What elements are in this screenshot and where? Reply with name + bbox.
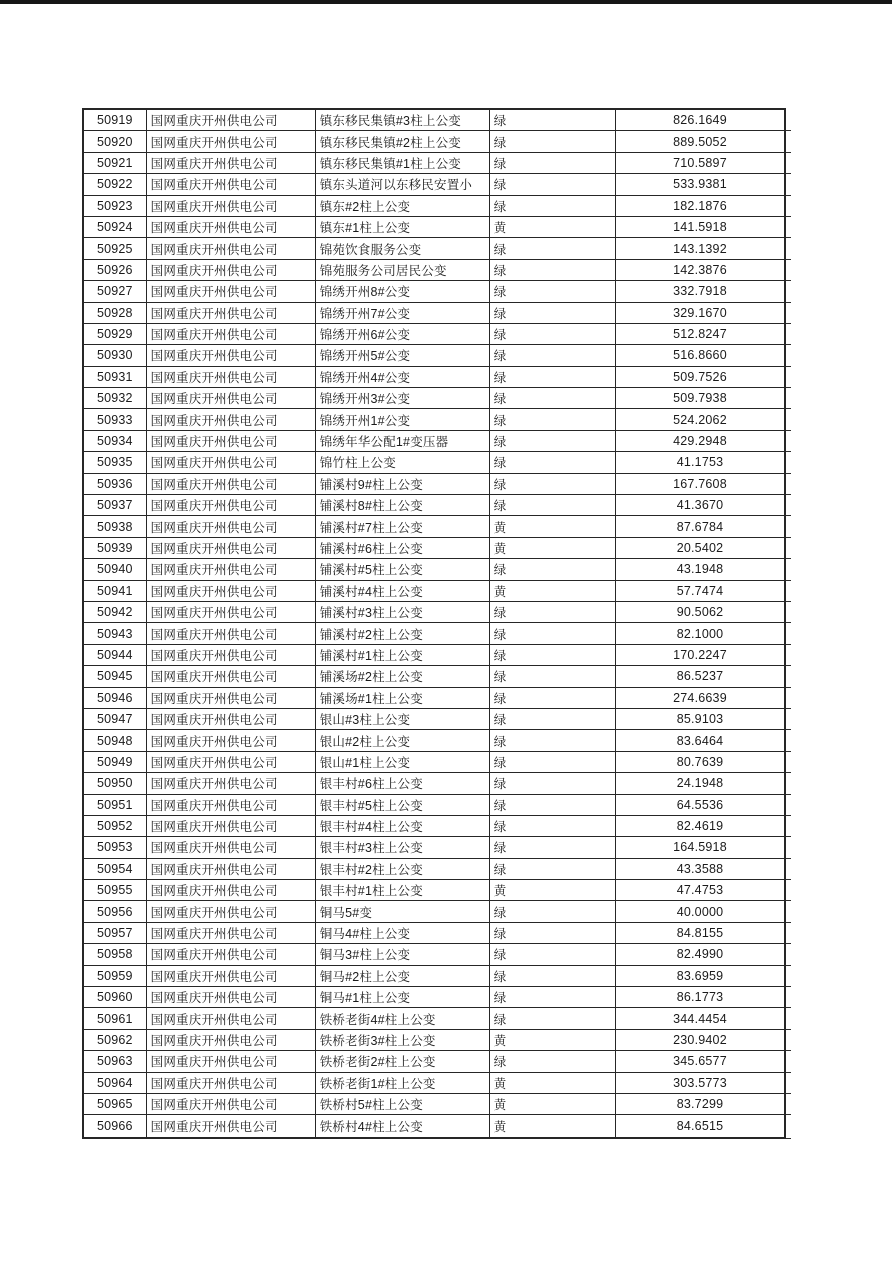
cell-transformer-name: 锦绣开州8#公变 xyxy=(316,281,490,301)
cell-status: 绿 xyxy=(490,966,616,986)
table-row xyxy=(84,581,784,602)
cell-row-id: 50933 xyxy=(84,409,147,429)
cell-company: 国网重庆开州供电公司 xyxy=(147,110,316,130)
table-row xyxy=(84,709,784,730)
cell-transformer-name: 镇东移民集镇#3柱上公变 xyxy=(316,110,490,130)
cell-status: 绿 xyxy=(490,495,616,515)
cell-status: 绿 xyxy=(490,752,616,772)
data-table xyxy=(82,108,786,1139)
cell-value: 143.1392 xyxy=(673,241,727,256)
cell-value: 345.6577 xyxy=(673,1054,727,1069)
cell-company: 国网重庆开州供电公司 xyxy=(147,538,316,558)
cell-transformer-name: 铁桥村4#柱上公变 xyxy=(316,1115,490,1136)
cell-status: 黄 xyxy=(490,1115,616,1136)
cell-value: 826.1649 xyxy=(673,113,727,128)
cell-status: 绿 xyxy=(490,987,616,1007)
table-row xyxy=(84,110,784,131)
cell-row-id: 50952 xyxy=(84,816,147,836)
cell-company: 国网重庆开州供电公司 xyxy=(147,131,316,151)
table-row xyxy=(84,131,784,152)
cell-value: 83.6464 xyxy=(676,733,724,748)
cell-transformer-name: 铜马#1柱上公变 xyxy=(316,987,490,1007)
cell-transformer-name: 铺溪村#5柱上公变 xyxy=(316,559,490,579)
cell-value: 85.9103 xyxy=(676,712,724,727)
cell-row-id: 50938 xyxy=(84,516,147,536)
cell-status: 黄 xyxy=(490,581,616,601)
cell-status: 绿 xyxy=(490,367,616,387)
cell-transformer-name: 铁桥老街1#柱上公变 xyxy=(316,1073,490,1093)
cell-company: 国网重庆开州供电公司 xyxy=(147,174,316,194)
cell-transformer-name: 铺溪村9#柱上公变 xyxy=(316,474,490,494)
cell-value: 509.7938 xyxy=(673,391,727,406)
cell-transformer-name: 银丰村#6柱上公变 xyxy=(316,773,490,793)
cell-row-id: 50931 xyxy=(84,367,147,387)
cell-transformer-name: 铺溪村#3柱上公变 xyxy=(316,602,490,622)
cell-company: 国网重庆开州供电公司 xyxy=(147,474,316,494)
cell-row-id: 50959 xyxy=(84,966,147,986)
cell-status: 绿 xyxy=(490,559,616,579)
table-row xyxy=(84,1073,784,1094)
cell-company: 国网重庆开州供电公司 xyxy=(147,623,316,643)
cell-status: 绿 xyxy=(490,666,616,686)
cell-status: 绿 xyxy=(490,623,616,643)
table-row xyxy=(84,431,784,452)
cell-value: 167.7608 xyxy=(673,476,727,491)
cell-value: 332.7918 xyxy=(673,284,727,299)
cell-value: 84.6515 xyxy=(676,1119,724,1134)
cell-company: 国网重庆开州供电公司 xyxy=(147,516,316,536)
cell-status: 绿 xyxy=(490,1051,616,1071)
table-row xyxy=(84,816,784,837)
cell-status: 绿 xyxy=(490,260,616,280)
cell-company: 国网重庆开州供电公司 xyxy=(147,752,316,772)
table-row xyxy=(84,1008,784,1029)
cell-transformer-name: 铺溪村#2柱上公变 xyxy=(316,623,490,643)
cell-row-id: 50923 xyxy=(84,196,147,216)
cell-transformer-name: 锦绣开州5#公变 xyxy=(316,345,490,365)
table-row xyxy=(84,388,784,409)
table-row xyxy=(84,324,784,345)
table-row xyxy=(84,174,784,195)
cell-company: 国网重庆开州供电公司 xyxy=(147,238,316,258)
cell-company: 国网重庆开州供电公司 xyxy=(147,452,316,472)
cell-company: 国网重庆开州供电公司 xyxy=(147,901,316,921)
cell-transformer-name: 铁桥老街3#柱上公变 xyxy=(316,1030,490,1050)
cell-row-id: 50926 xyxy=(84,260,147,280)
cell-value: 182.1876 xyxy=(673,198,727,213)
cell-row-id: 50945 xyxy=(84,666,147,686)
cell-status: 绿 xyxy=(490,602,616,622)
cell-company: 国网重庆开州供电公司 xyxy=(147,1115,316,1136)
cell-status: 黄 xyxy=(490,1030,616,1050)
table-row xyxy=(84,1115,784,1136)
cell-value: 512.8247 xyxy=(673,327,727,342)
cell-transformer-name: 镇东头道河以东移民安置小 xyxy=(316,174,490,194)
cell-row-id: 50946 xyxy=(84,688,147,708)
cell-transformer-name: 铜马4#柱上公变 xyxy=(316,923,490,943)
cell-status: 绿 xyxy=(490,923,616,943)
cell-transformer-name: 银山#3柱上公变 xyxy=(316,709,490,729)
cell-status: 绿 xyxy=(490,303,616,323)
cell-transformer-name: 镇东#1柱上公变 xyxy=(316,217,490,237)
cell-status: 绿 xyxy=(490,452,616,472)
cell-row-id: 50919 xyxy=(84,110,147,130)
cell-company: 国网重庆开州供电公司 xyxy=(147,773,316,793)
cell-company: 国网重庆开州供电公司 xyxy=(147,944,316,964)
cell-status: 绿 xyxy=(490,474,616,494)
cell-row-id: 50949 xyxy=(84,752,147,772)
cell-transformer-name: 银山#1柱上公变 xyxy=(316,752,490,772)
table-row xyxy=(84,516,784,537)
table-row xyxy=(84,688,784,709)
cell-transformer-name: 锦绣开州1#公变 xyxy=(316,409,490,429)
cell-company: 国网重庆开州供电公司 xyxy=(147,880,316,900)
cell-row-id: 50922 xyxy=(84,174,147,194)
cell-row-id: 50937 xyxy=(84,495,147,515)
cell-transformer-name: 铺溪村#6柱上公变 xyxy=(316,538,490,558)
cell-status: 绿 xyxy=(490,816,616,836)
cell-company: 国网重庆开州供电公司 xyxy=(147,966,316,986)
table-row xyxy=(84,474,784,495)
cell-value: 83.7299 xyxy=(676,1097,724,1112)
table-row xyxy=(84,666,784,687)
cell-status: 绿 xyxy=(490,837,616,857)
cell-row-id: 50934 xyxy=(84,431,147,451)
cell-status: 绿 xyxy=(490,196,616,216)
table-row xyxy=(84,773,784,794)
cell-status: 绿 xyxy=(490,730,616,750)
cell-value: 82.4619 xyxy=(676,819,724,834)
cell-company: 国网重庆开州供电公司 xyxy=(147,196,316,216)
cell-value: 329.1670 xyxy=(673,305,727,320)
table-row xyxy=(84,795,784,816)
cell-status: 黄 xyxy=(490,538,616,558)
cell-status: 绿 xyxy=(490,709,616,729)
cell-value: 40.0000 xyxy=(676,904,724,919)
table-row xyxy=(84,217,784,238)
cell-company: 国网重庆开州供电公司 xyxy=(147,730,316,750)
cell-row-id: 50930 xyxy=(84,345,147,365)
cell-status: 绿 xyxy=(490,174,616,194)
cell-row-id: 50966 xyxy=(84,1115,147,1136)
cell-value: 141.5918 xyxy=(673,220,727,235)
table-row xyxy=(84,260,784,281)
cell-row-id: 50939 xyxy=(84,538,147,558)
cell-row-id: 50964 xyxy=(84,1073,147,1093)
cell-value: 274.6639 xyxy=(673,690,727,705)
cell-row-id: 50941 xyxy=(84,581,147,601)
cell-status: 黄 xyxy=(490,1073,616,1093)
cell-value: 170.2247 xyxy=(673,647,727,662)
cell-value: 533.9381 xyxy=(673,177,727,192)
cell-company: 国网重庆开州供电公司 xyxy=(147,1051,316,1071)
table-row xyxy=(84,495,784,516)
cell-row-id: 50953 xyxy=(84,837,147,857)
cell-value: 84.8155 xyxy=(676,926,724,941)
cell-row-id: 50954 xyxy=(84,859,147,879)
cell-value: 90.5062 xyxy=(676,605,724,620)
cell-company: 国网重庆开州供电公司 xyxy=(147,602,316,622)
cell-status: 绿 xyxy=(490,409,616,429)
cell-row-id: 50935 xyxy=(84,452,147,472)
cell-status: 绿 xyxy=(490,645,616,665)
cell-company: 国网重庆开州供电公司 xyxy=(147,217,316,237)
cell-company: 国网重庆开州供电公司 xyxy=(147,324,316,344)
table-row xyxy=(84,367,784,388)
cell-value: 82.4990 xyxy=(676,947,724,962)
cell-value: 41.3670 xyxy=(676,498,724,513)
cell-transformer-name: 铜马3#柱上公变 xyxy=(316,944,490,964)
cell-company: 国网重庆开州供电公司 xyxy=(147,260,316,280)
cell-company: 国网重庆开州供电公司 xyxy=(147,987,316,1007)
cell-row-id: 50924 xyxy=(84,217,147,237)
cell-transformer-name: 铜马5#变 xyxy=(316,901,490,921)
cell-row-id: 50921 xyxy=(84,153,147,173)
cell-company: 国网重庆开州供电公司 xyxy=(147,153,316,173)
cell-value: 164.5918 xyxy=(673,840,727,855)
cell-company: 国网重庆开州供电公司 xyxy=(147,859,316,879)
cell-value: 86.1773 xyxy=(676,990,724,1005)
cell-company: 国网重庆开州供电公司 xyxy=(147,795,316,815)
cell-status: 绿 xyxy=(490,345,616,365)
cell-company: 国网重庆开州供电公司 xyxy=(147,559,316,579)
page-top-edge-bar xyxy=(0,0,892,4)
cell-value: 509.7526 xyxy=(673,369,727,384)
table-row xyxy=(84,409,784,430)
cell-value: 344.4454 xyxy=(673,1011,727,1026)
cell-transformer-name: 镇东移民集镇#1柱上公变 xyxy=(316,153,490,173)
cell-status: 绿 xyxy=(490,901,616,921)
cell-value: 82.1000 xyxy=(676,626,724,641)
table-row xyxy=(84,859,784,880)
cell-row-id: 50932 xyxy=(84,388,147,408)
cell-status: 绿 xyxy=(490,795,616,815)
cell-company: 国网重庆开州供电公司 xyxy=(147,345,316,365)
cell-status: 绿 xyxy=(490,388,616,408)
cell-row-id: 50944 xyxy=(84,645,147,665)
cell-status: 黄 xyxy=(490,217,616,237)
cell-transformer-name: 锦绣开州6#公变 xyxy=(316,324,490,344)
cell-status: 绿 xyxy=(490,688,616,708)
cell-row-id: 50958 xyxy=(84,944,147,964)
table-row xyxy=(84,944,784,965)
cell-transformer-name: 锦竹柱上公变 xyxy=(316,452,490,472)
cell-value: 889.5052 xyxy=(673,134,727,149)
cell-row-id: 50929 xyxy=(84,324,147,344)
cell-company: 国网重庆开州供电公司 xyxy=(147,303,316,323)
table-row xyxy=(84,153,784,174)
cell-status: 黄 xyxy=(490,516,616,536)
cell-row-id: 50955 xyxy=(84,880,147,900)
cell-transformer-name: 锦绣年华公配1#变压器 xyxy=(316,431,490,451)
table-row xyxy=(84,1030,784,1051)
cell-row-id: 50936 xyxy=(84,474,147,494)
cell-company: 国网重庆开州供电公司 xyxy=(147,645,316,665)
cell-transformer-name: 锦绣开州4#公变 xyxy=(316,367,490,387)
cell-row-id: 50947 xyxy=(84,709,147,729)
cell-company: 国网重庆开州供电公司 xyxy=(147,688,316,708)
cell-company: 国网重庆开州供电公司 xyxy=(147,1030,316,1050)
table-row xyxy=(84,901,784,922)
cell-value: 41.1753 xyxy=(676,455,724,470)
cell-transformer-name: 铁桥老街4#柱上公变 xyxy=(316,1008,490,1028)
cell-value: 64.5536 xyxy=(676,797,724,812)
cell-value: 83.6959 xyxy=(676,968,724,983)
cell-company: 国网重庆开州供电公司 xyxy=(147,367,316,387)
cell-row-id: 50943 xyxy=(84,623,147,643)
cell-value: 24.1948 xyxy=(676,776,724,791)
cell-row-id: 50925 xyxy=(84,238,147,258)
cell-company: 国网重庆开州供电公司 xyxy=(147,431,316,451)
cell-transformer-name: 银山#2柱上公变 xyxy=(316,730,490,750)
cell-transformer-name: 锦绣开州7#公变 xyxy=(316,303,490,323)
cell-value: 524.2062 xyxy=(673,412,727,427)
cell-value: 43.3588 xyxy=(676,861,724,876)
cell-status: 绿 xyxy=(490,1008,616,1028)
cell-row-id: 50950 xyxy=(84,773,147,793)
cell-company: 国网重庆开州供电公司 xyxy=(147,1008,316,1028)
cell-status: 绿 xyxy=(490,281,616,301)
cell-transformer-name: 锦苑服务公司居民公变 xyxy=(316,260,490,280)
cell-row-id: 50951 xyxy=(84,795,147,815)
table-row xyxy=(84,837,784,858)
cell-company: 国网重庆开州供电公司 xyxy=(147,709,316,729)
cell-row-id: 50963 xyxy=(84,1051,147,1071)
table-row xyxy=(84,345,784,366)
cell-transformer-name: 铺溪村8#柱上公变 xyxy=(316,495,490,515)
cell-transformer-name: 镇东移民集镇#2柱上公变 xyxy=(316,131,490,151)
cell-row-id: 50965 xyxy=(84,1094,147,1114)
cell-company: 国网重庆开州供电公司 xyxy=(147,388,316,408)
cell-status: 绿 xyxy=(490,238,616,258)
table-row xyxy=(84,645,784,666)
cell-row-id: 50940 xyxy=(84,559,147,579)
cell-row-id: 50960 xyxy=(84,987,147,1007)
cell-transformer-name: 银丰村#1柱上公变 xyxy=(316,880,490,900)
cell-company: 国网重庆开州供电公司 xyxy=(147,495,316,515)
cell-transformer-name: 铺溪场#2柱上公变 xyxy=(316,666,490,686)
cell-value: 57.7474 xyxy=(676,583,724,598)
cell-value: 43.1948 xyxy=(676,562,724,577)
cell-row-id: 50948 xyxy=(84,730,147,750)
cell-transformer-name: 铁桥老街2#柱上公变 xyxy=(316,1051,490,1071)
cell-company: 国网重庆开州供电公司 xyxy=(147,281,316,301)
cell-transformer-name: 铺溪场#1柱上公变 xyxy=(316,688,490,708)
cell-value: 20.5402 xyxy=(676,541,724,555)
table-row xyxy=(84,752,784,773)
cell-company: 国网重庆开州供电公司 xyxy=(147,1073,316,1093)
table-row xyxy=(84,196,784,217)
cell-row-id: 50920 xyxy=(84,131,147,151)
cell-transformer-name: 铜马#2柱上公变 xyxy=(316,966,490,986)
cell-company: 国网重庆开州供电公司 xyxy=(147,409,316,429)
cell-company: 国网重庆开州供电公司 xyxy=(147,1094,316,1114)
cell-status: 黄 xyxy=(490,1094,616,1114)
cell-transformer-name: 铺溪村#4柱上公变 xyxy=(316,581,490,601)
table-row xyxy=(84,238,784,259)
table-row xyxy=(84,1051,784,1072)
cell-status: 绿 xyxy=(490,324,616,344)
cell-company: 国网重庆开州供电公司 xyxy=(147,666,316,686)
cell-value: 516.8660 xyxy=(673,348,727,363)
cell-transformer-name: 铺溪村#1柱上公变 xyxy=(316,645,490,665)
cell-status: 绿 xyxy=(490,944,616,964)
cell-company: 国网重庆开州供电公司 xyxy=(147,581,316,601)
table-row xyxy=(84,987,784,1008)
cell-status: 黄 xyxy=(490,880,616,900)
table-row xyxy=(84,966,784,987)
cell-row-id: 50957 xyxy=(84,923,147,943)
table-row xyxy=(84,303,784,324)
cell-value: 86.5237 xyxy=(676,669,724,684)
cell-transformer-name: 铺溪村#7柱上公变 xyxy=(316,516,490,536)
cell-status: 绿 xyxy=(490,773,616,793)
table-row xyxy=(84,452,784,473)
cell-company: 国网重庆开州供电公司 xyxy=(147,923,316,943)
cell-row-id: 50942 xyxy=(84,602,147,622)
cell-transformer-name: 银丰村#2柱上公变 xyxy=(316,859,490,879)
cell-transformer-name: 锦苑饮食服务公变 xyxy=(316,238,490,258)
cell-value: 142.3876 xyxy=(673,262,727,277)
cell-transformer-name: 铁桥村5#柱上公变 xyxy=(316,1094,490,1114)
table-row xyxy=(84,880,784,901)
cell-value: 230.9402 xyxy=(673,1032,727,1047)
cell-transformer-name: 银丰村#4柱上公变 xyxy=(316,816,490,836)
table-row xyxy=(84,602,784,623)
cell-status: 绿 xyxy=(490,153,616,173)
cell-transformer-name: 银丰村#5柱上公变 xyxy=(316,795,490,815)
cell-company: 国网重庆开州供电公司 xyxy=(147,816,316,836)
cell-status: 绿 xyxy=(490,859,616,879)
cell-status: 绿 xyxy=(490,431,616,451)
cell-row-id: 50927 xyxy=(84,281,147,301)
cell-company: 国网重庆开州供电公司 xyxy=(147,837,316,857)
table-row xyxy=(84,923,784,944)
table-row xyxy=(84,623,784,644)
cell-row-id: 50956 xyxy=(84,901,147,921)
table-row xyxy=(84,559,784,580)
cell-row-id: 50962 xyxy=(84,1030,147,1050)
cell-value: 710.5897 xyxy=(673,155,727,170)
cell-transformer-name: 镇东#2柱上公变 xyxy=(316,196,490,216)
cell-value: 429.2948 xyxy=(673,434,727,449)
table-row xyxy=(84,1094,784,1115)
cell-value: 80.7639 xyxy=(676,754,724,769)
table-row xyxy=(84,538,784,559)
table-row xyxy=(84,730,784,751)
cell-status: 绿 xyxy=(490,131,616,151)
cell-status: 绿 xyxy=(490,110,616,130)
cell-row-id: 50928 xyxy=(84,303,147,323)
cell-row-id: 50961 xyxy=(84,1008,147,1028)
cell-value: 47.4753 xyxy=(676,883,724,898)
cell-value: 303.5773 xyxy=(673,1075,727,1090)
table-row xyxy=(84,281,784,302)
cell-transformer-name: 银丰村#3柱上公变 xyxy=(316,837,490,857)
cell-transformer-name: 锦绣开州3#公变 xyxy=(316,388,490,408)
cell-value: 87.6784 xyxy=(676,519,724,534)
